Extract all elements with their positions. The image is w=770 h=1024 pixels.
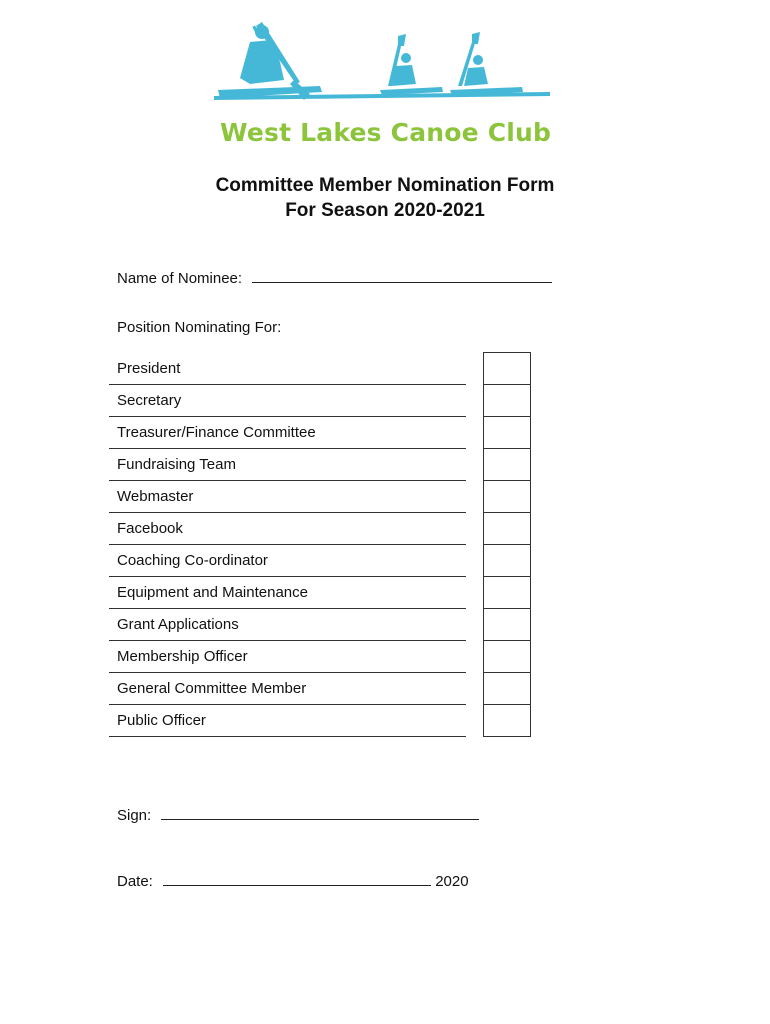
position-checkboxes <box>483 352 531 737</box>
date-field <box>117 871 469 890</box>
position-item: Public Officer <box>109 706 466 737</box>
position-checkbox[interactable] <box>484 385 530 417</box>
position-checkbox[interactable] <box>484 513 530 545</box>
position-item: Secretary <box>109 386 466 417</box>
position-label: Position Nominating For: <box>117 319 282 336</box>
form-subtitle: For Season 2020-2021 <box>285 200 485 221</box>
positions-list <box>109 354 466 738</box>
position-item: President <box>109 354 466 385</box>
date-year: 2020 <box>435 873 469 890</box>
sign-field <box>117 805 479 824</box>
position-item: Fundraising Team <box>109 450 466 481</box>
position-checkbox[interactable] <box>484 609 530 641</box>
sign-label: Sign: <box>117 807 152 824</box>
date-label: Date: <box>117 873 153 890</box>
date-blank[interactable] <box>163 871 431 886</box>
nominee-blank[interactable] <box>252 268 552 283</box>
position-checkbox[interactable] <box>484 577 530 609</box>
position-checkbox[interactable] <box>484 641 530 673</box>
position-item: Membership Officer <box>109 642 466 673</box>
position-item: Treasurer/Finance Committee <box>109 418 466 449</box>
club-logo <box>210 22 560 147</box>
position-item: General Committee Member <box>109 674 466 705</box>
position-checkbox[interactable] <box>484 449 530 481</box>
paddlers-icon <box>210 22 560 118</box>
position-item: Equipment and Maintenance <box>109 578 466 609</box>
position-checkbox[interactable] <box>484 545 530 577</box>
position-checkbox[interactable] <box>484 705 530 737</box>
nominee-field <box>117 268 552 287</box>
position-checkbox[interactable] <box>484 481 530 513</box>
position-checkbox[interactable] <box>484 673 530 705</box>
position-checkbox[interactable] <box>484 353 530 385</box>
form-title: Committee Member Nomination Form <box>215 175 555 196</box>
position-item: Coaching Co-ordinator <box>109 546 466 577</box>
sign-blank[interactable] <box>161 805 479 820</box>
position-checkbox[interactable] <box>484 417 530 449</box>
club-name: West Lakes Canoe Club <box>220 118 552 147</box>
nominee-label: Name of Nominee: <box>117 270 243 287</box>
position-item: Webmaster <box>109 482 466 513</box>
position-item: Facebook <box>109 514 466 545</box>
position-item: Grant Applications <box>109 610 466 641</box>
